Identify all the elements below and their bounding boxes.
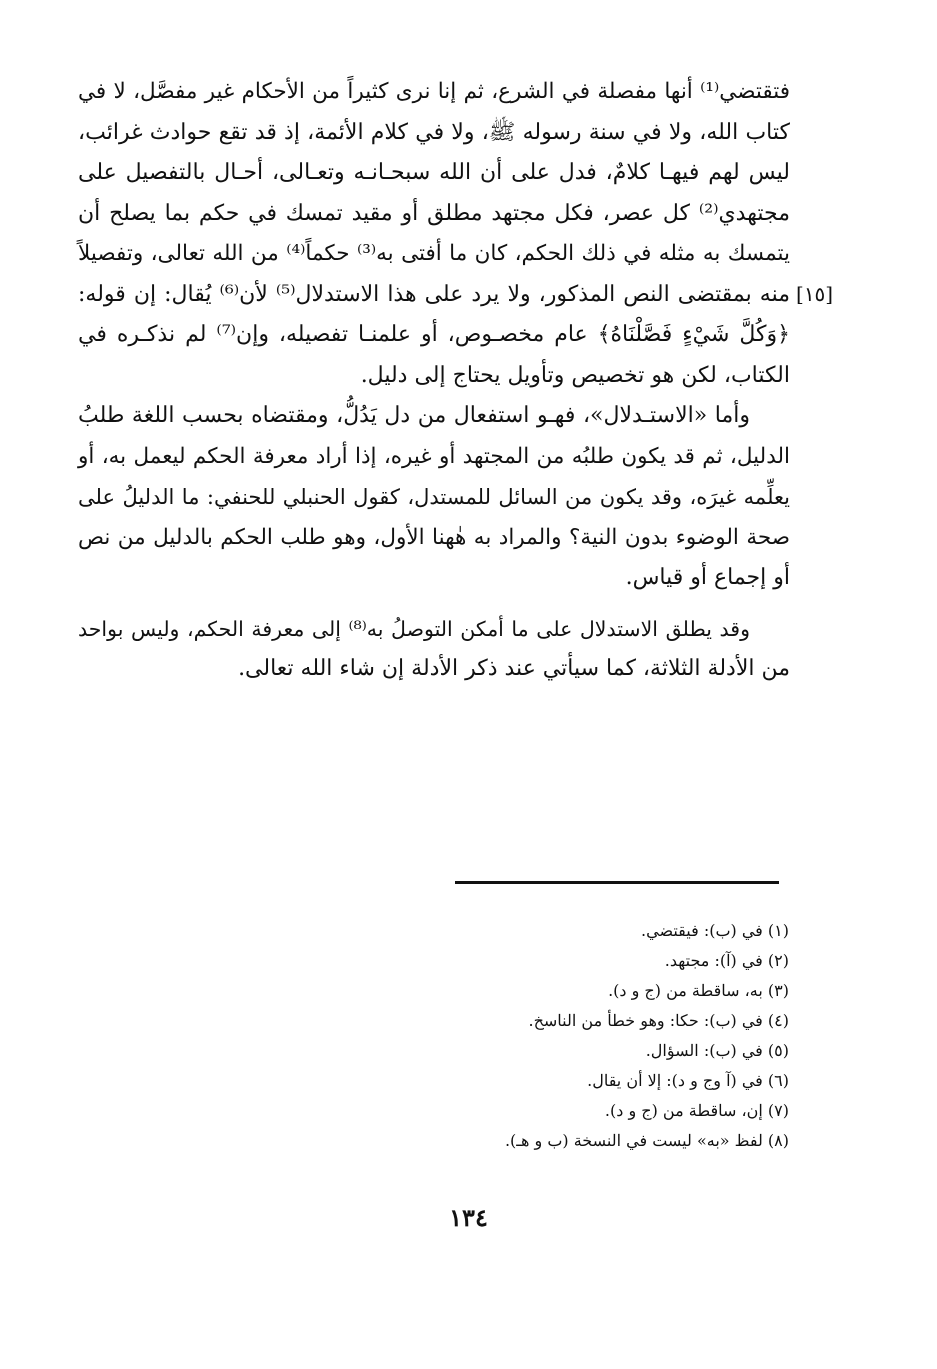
footnotes (505, 916, 789, 1156)
paragraph-gap (78, 599, 790, 609)
text-line: الكتاب، لكن هو تخصيص وتأويل يحتاج إلى دليل. (360, 362, 790, 388)
footnote: (١) في (ب): فيقتضي. (641, 921, 789, 940)
paragraph-2 (78, 396, 790, 599)
footnote: (٧) إن، ساقطة من (ج و د). (604, 1101, 789, 1120)
footnote-separator (455, 881, 779, 884)
text-line: كتاب الله، ولا في سنة رسوله ﷺ، ولا في كلام الأئمة، إذ قد تقع حوادث غرائب، (78, 119, 790, 145)
text-line: منه بمقتضى النص المذكور، ولا يرد على هذا الاستدلال⁽⁵⁾ لأن⁽⁶⁾ يُقال: إن قوله: (78, 281, 790, 307)
text-line: وأما «الاستـدلال»، فهـو استفعال من دل يَدُلُّ، ومقتضاه بحسب اللغة طلبُ (78, 403, 750, 428)
paragraph-1 (78, 72, 790, 396)
footnote: (٢) في (آ): مجتهد. (664, 951, 789, 970)
text-line: الدليل، ثم قد يكون طلبُه من المجتهد أو غيره، إذا أراد معرفة الحكم ليعمل به، أو (78, 443, 790, 469)
footnote: (٨) لفظ «به» ليست في النسخة (ب و هـ). (504, 1131, 789, 1150)
text-line: فتقتضي⁽¹⁾ أنها مفصلة في الشرع، ثم إنا نرى كثيراً من الأحكام غير مفصَّل، لا في (78, 79, 790, 104)
text-line: يعلِّمه غيرَه، وقد يكون من السائل للمستدل، كقول الحنبلي للحنفي: ما الدليلُ على (78, 485, 790, 509)
text-line: من الأدلة الثلاثة، كما سيأتي عند ذكر الأدلة إن شاء الله تعالى. (238, 656, 790, 681)
page-number: ١٣٤ (449, 1203, 488, 1232)
paragraph-3 (78, 609, 790, 690)
main-text (78, 72, 790, 690)
manuscript-folio-marker: [١٥] (796, 282, 834, 306)
text-line: ﴿وَكُلَّ شَيْءٍ فَصَّلْنَاهُ﴾ عام مخصـوص، أو علمنـا تفصيله، وإن⁽⁷⁾ لم نذكـره في (78, 322, 791, 347)
footnote: (٣) به، ساقطة من (ج و د). (608, 981, 789, 1000)
footnote: (٦) في (آ وج و د): إلا أن يقال. (587, 1071, 789, 1090)
footnote: (٤) في (ب): حكا: وهو خطأ من الناسخ. (528, 1011, 789, 1030)
text-line: يتمسك به مثله في ذلك الحكم، كان ما أفتى به⁽³⁾ حكماً⁽⁴⁾ من الله تعالى، وتفصيلاً (78, 241, 790, 266)
footnote: (٥) في (ب): السؤال. (645, 1041, 789, 1060)
text-line: صحة الوضوء بدون النية؟ والمراد به هٰهنا الأول، وهو طلب الحكم بالدليل من نص (78, 524, 790, 550)
text-line: ليس لهم فيهـا كلامٌ، فدل على أن الله سبحـانـه وتعـالى، أحـال بالتفصيل على (78, 160, 790, 185)
text-line: أو إجماع أو قياس. (625, 565, 790, 590)
text-line: مجتهدي⁽²⁾ كل عصر، فكل مجتهد مطلق أو مقيد تمسك في حكم بما يصلح أن (78, 200, 790, 226)
text-line: وقد يطلق الاستدلال على ما أمكن التوصلُ به⁽⁸⁾ إلى معرفة الحكم، وليس بواحد (78, 616, 750, 641)
